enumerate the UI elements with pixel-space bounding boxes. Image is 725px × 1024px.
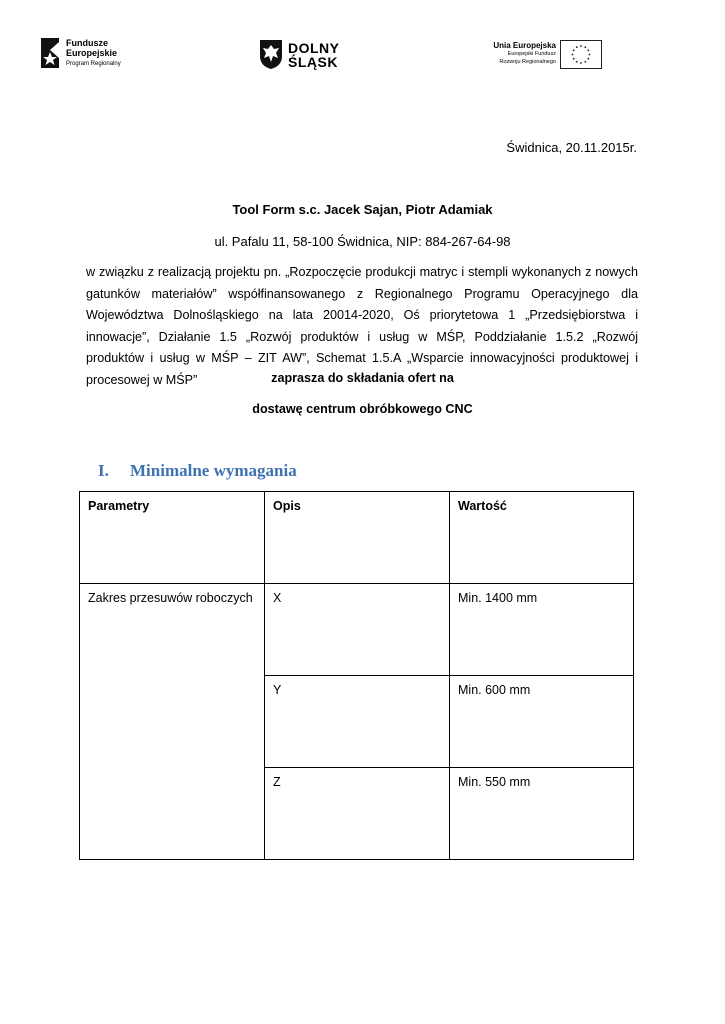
unia-europejska-logo [478,40,608,74]
fundusze-line2: Europejskie [66,48,118,58]
invite-line: zaprasza do składania ofert na [271,371,454,385]
group-label-cell: Zakres przesuwów roboczych [80,584,265,860]
company-address: ul. Pafalu 11, 58-100 Świdnica, NIP: 884-267-64-98 [214,234,511,249]
wartosc-cell: Min. 1400 mm [450,584,634,676]
opis-cell: Y [265,676,450,768]
unia-line1: Unia Europejska [493,41,556,50]
fundusze-europejskie-logo [38,34,148,74]
opis-cell: X [265,584,450,676]
dolny-slask-line1: DOLNY [288,40,340,56]
wartosc-cell: Min. 600 mm [450,676,634,768]
intro-paragraph: w związku z realizacją projektu pn. „Rozpoczęcie produkcji matryc i stempli wykonanych z nowych gatunków materiałów” współfinansowanego z Regionalnego Programu Operacyjnego dla Województwa Dolnośląskiego na lata 20014-2020, Oś priorytetowa 1 „Przedsiębiorstwa i innowacje”, Działanie 1.5 „Rozwój produktów i usług w MŚP, Poddziałanie 1.5.2 „Rozwój produktów i usług w MŚP – ZIT AW”, Schemat 1.5.A „Wsparcie innowacyjności produktowej i procesowej w MŚP” [86,265,638,387]
fundusze-star-icon [38,36,62,70]
eagle-crest-icon [258,38,284,70]
unia-line3: Rozwoju Regionalnego [499,59,556,65]
table-row [80,584,634,676]
fundusze-line1: Fundusze [66,38,108,48]
header-opis: Opis [265,492,450,584]
dolny-slask-logo [258,38,358,72]
wartosc-cell: Min. 550 mm [450,768,634,860]
company-name: Tool Form s.c. Jacek Sajan, Piotr Adamiak [232,202,493,217]
section-title-text: Minimalne wymagania [130,461,297,480]
header-parametry: Parametry [80,492,265,584]
unia-line2: Europejski Fundusz [507,51,556,57]
eu-flag-icon [560,40,602,69]
subject-line: dostawę centrum obróbkowego CNC [252,402,473,416]
header-logos [0,32,725,77]
table-header-row [80,492,634,584]
city-date: Świdnica, 20.11.2015r. [506,140,637,155]
opis-cell: Z [265,768,450,860]
dolny-slask-line2: ŚLĄSK [288,54,338,70]
section-number: I. [98,461,109,480]
header-wartosc: Wartość [450,492,634,584]
requirements-table [79,491,634,860]
section-heading [98,461,297,481]
fundusze-line3: Program Regionalny [66,61,121,67]
